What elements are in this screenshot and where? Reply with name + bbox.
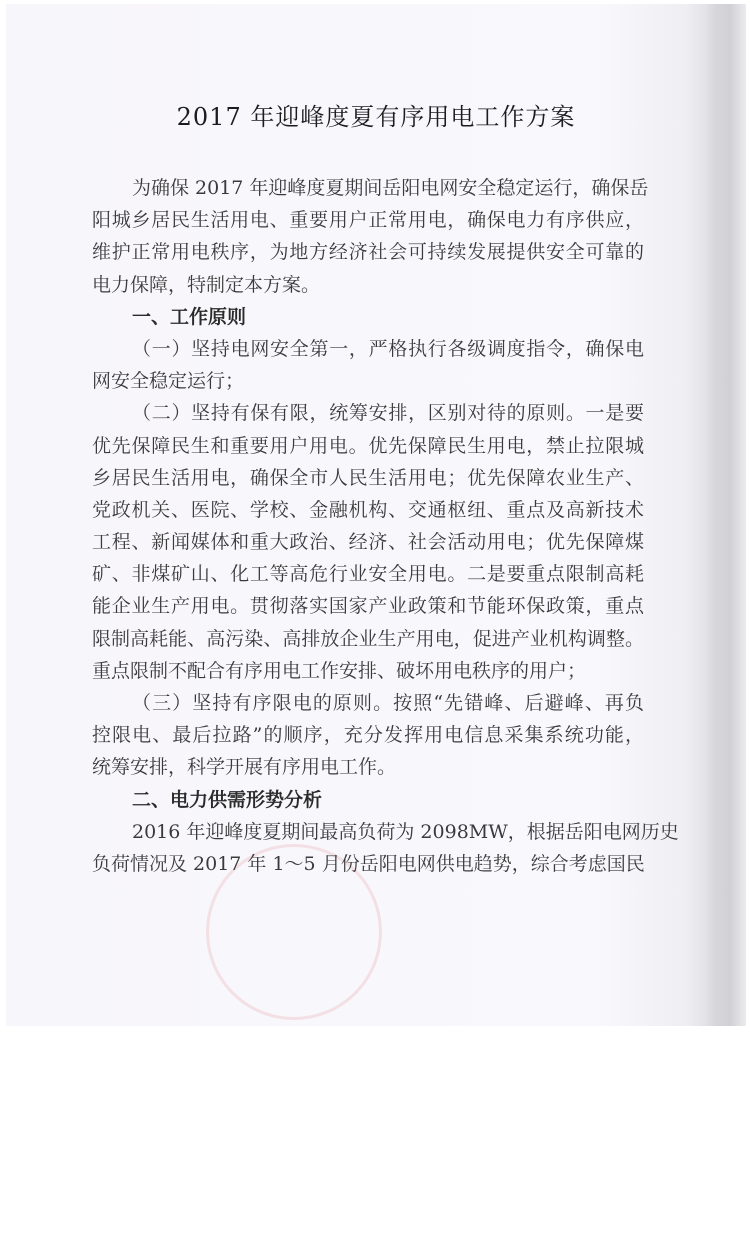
principle-2-line: 乡居民生活用电，确保全市人民生活用电；优先保障农业生产、 bbox=[92, 466, 644, 489]
principle-3-line: 控限电、最后拉路”的顺序，充分发挥用电信息采集系统功能， bbox=[92, 724, 644, 747]
analysis-line: 2016 年迎峰度夏期间最高负荷为 2098MW，根据岳阳电网历史 bbox=[132, 820, 679, 843]
document-title: 2017 年迎峰度夏有序用电工作方案 bbox=[176, 103, 576, 131]
section-heading-2: 二、电力供需形势分析 bbox=[132, 788, 323, 811]
principle-3-line: （三）坚持有序限电的原则。按照“先错峰、后避峰、再负 bbox=[132, 692, 644, 714]
analysis-line: 负荷情况及 2017 年 1～5 月份岳阳电网供电趋势，综合考虑国民 bbox=[92, 852, 645, 875]
principle-2-line: （二）坚持有保有限，统筹安排，区别对待的原则。一是要 bbox=[132, 402, 644, 425]
section-heading-1: 一、工作原则 bbox=[132, 305, 247, 328]
principle-3-line: 统筹安排，科学开展有序用电工作。 bbox=[92, 756, 397, 779]
principle-1-line: 网安全稳定运行； bbox=[92, 370, 245, 393]
principle-1-line: （一）坚持电网安全第一，严格执行各级调度指令，确保电 bbox=[132, 337, 644, 360]
intro-line: 电力保障，特制定本方案。 bbox=[92, 273, 321, 296]
scanned-page bbox=[6, 4, 746, 1026]
intro-line: 为确保 2017 年迎峰度夏期间岳阳电网安全稳定运行，确保岳 bbox=[132, 177, 649, 199]
intro-line: 维护正常用电秩序，为地方经济社会可持续发展提供安全可靠的 bbox=[92, 241, 644, 264]
intro-line: 阳城乡居民生活用电、重要用户正常用电，确保电力有序供应， bbox=[92, 209, 644, 232]
principle-2-line: 优先保障民生和重要用户用电。优先保障民生用电，禁止拉限城 bbox=[92, 434, 644, 457]
principle-2-line: 能企业生产用电。贯彻落实国家产业政策和节能环保政策，重点 bbox=[92, 595, 644, 618]
principle-2-line: 矿、非煤矿山、化工等高危行业安全用电。二是要重点限制高耗 bbox=[92, 563, 644, 586]
page-shadow-edge bbox=[706, 4, 746, 1026]
principle-2-line: 限制高耗能、高污染、高排放企业生产用电，促进产业机构调整。 bbox=[92, 627, 644, 650]
principle-2-line: 工程、新闻媒体和重大政治、经济、社会活动用电；优先保障煤 bbox=[92, 531, 644, 554]
document-body bbox=[92, 172, 679, 880]
principle-2-line: 重点限制不配合有序用电工作安排、破坏用电秩序的用户； bbox=[92, 659, 587, 682]
principle-2-line: 党政机关、医院、学校、金融机构、交通枢纽、重点及高新技术 bbox=[92, 498, 644, 521]
